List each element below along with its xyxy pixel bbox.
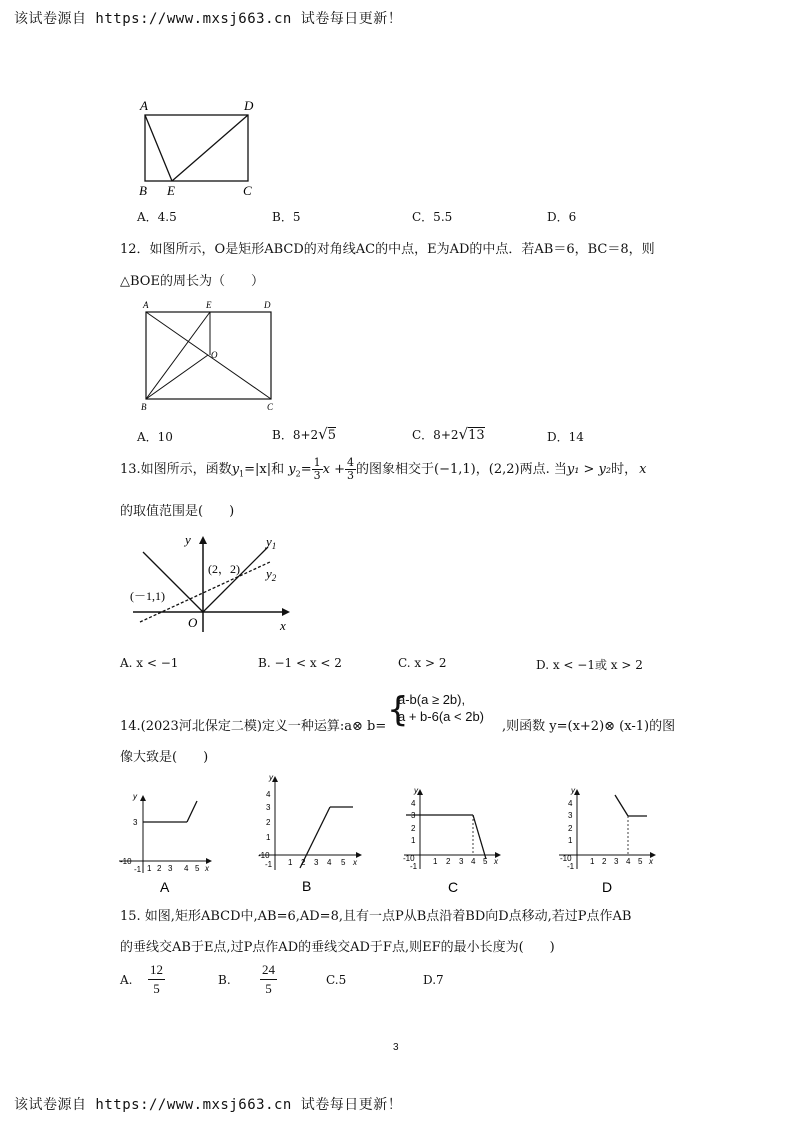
q12-option-c-prefix: C．8+2 [412, 428, 459, 442]
svg-text:-1: -1 [567, 862, 575, 871]
q11-label-e: E [167, 183, 175, 198]
svg-text:4: 4 [184, 864, 189, 873]
svg-text:y: y [571, 786, 575, 795]
q14-graph-a-label: A [160, 879, 170, 893]
svg-text:5: 5 [195, 864, 200, 873]
q11-option-c: C．5.5 [412, 210, 453, 224]
svg-text:y: y [133, 792, 137, 801]
svg-text:4: 4 [411, 799, 416, 808]
q13-point1-label: (－1,1) [130, 589, 165, 603]
q12-rectangle-figure [138, 298, 283, 416]
svg-text:1: 1 [411, 836, 416, 845]
q12-text-line1: 12．如图所示，O是矩形ABCD的对角线AC的中点，E为AD的中点．若AB＝6，BC＝8，则 [120, 242, 655, 257]
q14-text-before: 14.(2023河北保定二模)定义一种运算:a⊗ b= [120, 719, 387, 734]
q11-label-c: C [243, 183, 252, 198]
q12-label-d: D [264, 300, 271, 310]
q11-option-a: A．4.5 [137, 210, 177, 224]
q13-text-line1: 13.如图所示，函数$y_1=|x|$和 $y_2=$ $\frac{1}{3}$ x + $\frac{4}{3}$ 的图象相交于(−1,1)，(2,2)两点. 当y₁ > y₂时， x [120, 456, 647, 482]
svg-text:x: x [205, 864, 209, 873]
q12-label-o: O [211, 350, 218, 360]
svg-text:3: 3 [411, 811, 416, 820]
svg-text:1: 1 [590, 857, 595, 866]
q14-graph-b [255, 770, 365, 893]
svg-text:x: x [494, 857, 498, 866]
svg-text:1: 1 [147, 864, 152, 873]
page-header: 该试卷源自 https://www.mxsj663.cn 试卷每日更新！ [14, 11, 403, 27]
q12-label-e: E [206, 300, 212, 310]
svg-text:5: 5 [341, 858, 346, 867]
svg-text:4: 4 [266, 790, 271, 799]
q13-y2-label: $y_2$ [266, 566, 277, 583]
y-axis-arrow-icon [199, 536, 207, 544]
q12-option-b-prefix: B．8+2 [272, 428, 319, 442]
svg-text:2: 2 [446, 857, 451, 866]
q12-option-b-radicand: 5 [327, 428, 336, 443]
q12-option-a: A．10 [137, 430, 173, 444]
q15-text-line2: 的垂线交AB于E点,过P点作AD的垂线交AD于F点,则EF的最小长度为( ) [120, 940, 555, 955]
q13-axis-x-label: x [280, 618, 286, 633]
svg-text:3: 3 [614, 857, 619, 866]
q11-option-b: B．5 [272, 210, 301, 224]
svg-text:y: y [269, 773, 273, 782]
q12-option-c-radicand: 13 [468, 428, 485, 443]
svg-text:4: 4 [327, 858, 332, 867]
svg-text:4: 4 [568, 799, 573, 808]
q13-option-d: D. x < −1或 x > 2 [536, 658, 643, 672]
q13-option-c: C. x > 2 [398, 656, 447, 670]
svg-text:-1: -1 [265, 860, 273, 869]
svg-text:2: 2 [301, 858, 306, 867]
q14-graph-c-label: C [448, 879, 459, 893]
q12-label-c: C [267, 402, 274, 412]
q13-option-a: A. x < −1 [120, 656, 179, 670]
q14-text-line2: 像大致是( ) [120, 750, 209, 765]
q14-graph-b-label: B [302, 878, 312, 893]
svg-text:5: 5 [638, 857, 643, 866]
q11-rectangle-figure [135, 95, 265, 200]
svg-text:3: 3 [314, 858, 319, 867]
q14-graph-c [400, 785, 505, 893]
q15-option-a-fraction: $\frac{12}{5}$ [150, 962, 163, 996]
svg-text:4: 4 [626, 857, 631, 866]
svg-text:3: 3 [266, 803, 271, 812]
svg-text:x: x [649, 857, 653, 866]
svg-text:1: 1 [266, 833, 271, 842]
q14-graph-d-label: D [602, 879, 613, 893]
q13-y1-label: $y_1$ [266, 534, 277, 551]
q11-label-a: A [140, 98, 148, 113]
svg-text:1: 1 [568, 836, 573, 845]
svg-text:2: 2 [157, 864, 162, 873]
q11-label-d: D [244, 98, 254, 113]
q15-option-b-fraction: $\frac{24}{5}$ [262, 962, 275, 996]
svg-text:-10: -10 [560, 854, 572, 863]
radical-icon: √ [318, 425, 328, 443]
q11-option-d: D．6 [547, 210, 577, 224]
svg-text:1: 1 [433, 857, 438, 866]
q13-origin-label: O [188, 615, 198, 630]
svg-text:2: 2 [266, 818, 271, 827]
page-number: 3 [393, 1042, 399, 1053]
q12-label-a: A [143, 300, 149, 310]
q15-option-c: C.5 [326, 973, 347, 987]
q14-graph-a [115, 785, 215, 893]
svg-text:1: 1 [288, 858, 293, 867]
q12-option-c [412, 425, 485, 443]
svg-text:y: y [414, 786, 418, 795]
svg-text:-1: -1 [410, 862, 418, 871]
q13-option-b: B. −1 < x < 2 [258, 656, 342, 670]
q11-label-b: B [139, 183, 147, 198]
q13-text-line2: 的取值范围是( ) [120, 504, 235, 519]
svg-text:3: 3 [168, 864, 173, 873]
q12-option-d: D．14 [547, 430, 584, 444]
q14-graph-d [555, 785, 660, 893]
svg-text:-10: -10 [403, 854, 415, 863]
q15-option-b-label: B. [218, 973, 231, 987]
q15-text-line1: 15. 如图,矩形ABCD中,AB=6,AD=8,且有一点P从B点沿着BD向D点移动,若过P点作AB [120, 909, 632, 924]
q15-option-d: D.7 [423, 973, 444, 987]
svg-text:5: 5 [483, 857, 488, 866]
svg-text:x: x [353, 858, 357, 867]
svg-text:3: 3 [568, 811, 573, 820]
q12-text-line2: △BOE的周长为（ ） [120, 274, 264, 289]
svg-text:-10: -10 [258, 851, 270, 860]
q14-case2: a + b-6(a < 2b) [398, 709, 484, 724]
q14-case1: a-b(a ≥ 2b), [398, 692, 466, 707]
svg-text:-10: -10 [120, 857, 132, 866]
svg-text:4: 4 [471, 857, 476, 866]
q13-axis-y-label: y [185, 532, 191, 547]
q12-label-b: B [141, 402, 147, 412]
svg-text:3: 3 [459, 857, 464, 866]
page-footer: 该试卷源自 https://www.mxsj663.cn 试卷每日更新！ [14, 1097, 403, 1113]
svg-text:3: 3 [133, 818, 138, 827]
svg-text:-1: -1 [134, 865, 142, 874]
svg-text:2: 2 [411, 824, 416, 833]
x-axis-arrow-icon [282, 608, 290, 616]
svg-text:2: 2 [602, 857, 607, 866]
fraction-four-thirds: $\frac{4}{3}$ [347, 456, 354, 482]
q13-point2-label: (2，2) [208, 562, 240, 576]
svg-text:2: 2 [568, 824, 573, 833]
left-brace-icon: { [387, 690, 409, 730]
q12-option-b [272, 425, 336, 443]
q15-option-a-label: A. [120, 973, 133, 987]
fraction-one-third: $\frac{1}{3}$ [313, 456, 321, 482]
radical-icon: √ [458, 425, 469, 443]
q14-text-after: ,则函数 y=(x+2)⊗ (x-1)的图 [502, 719, 676, 734]
q13-function-graph [128, 532, 298, 637]
